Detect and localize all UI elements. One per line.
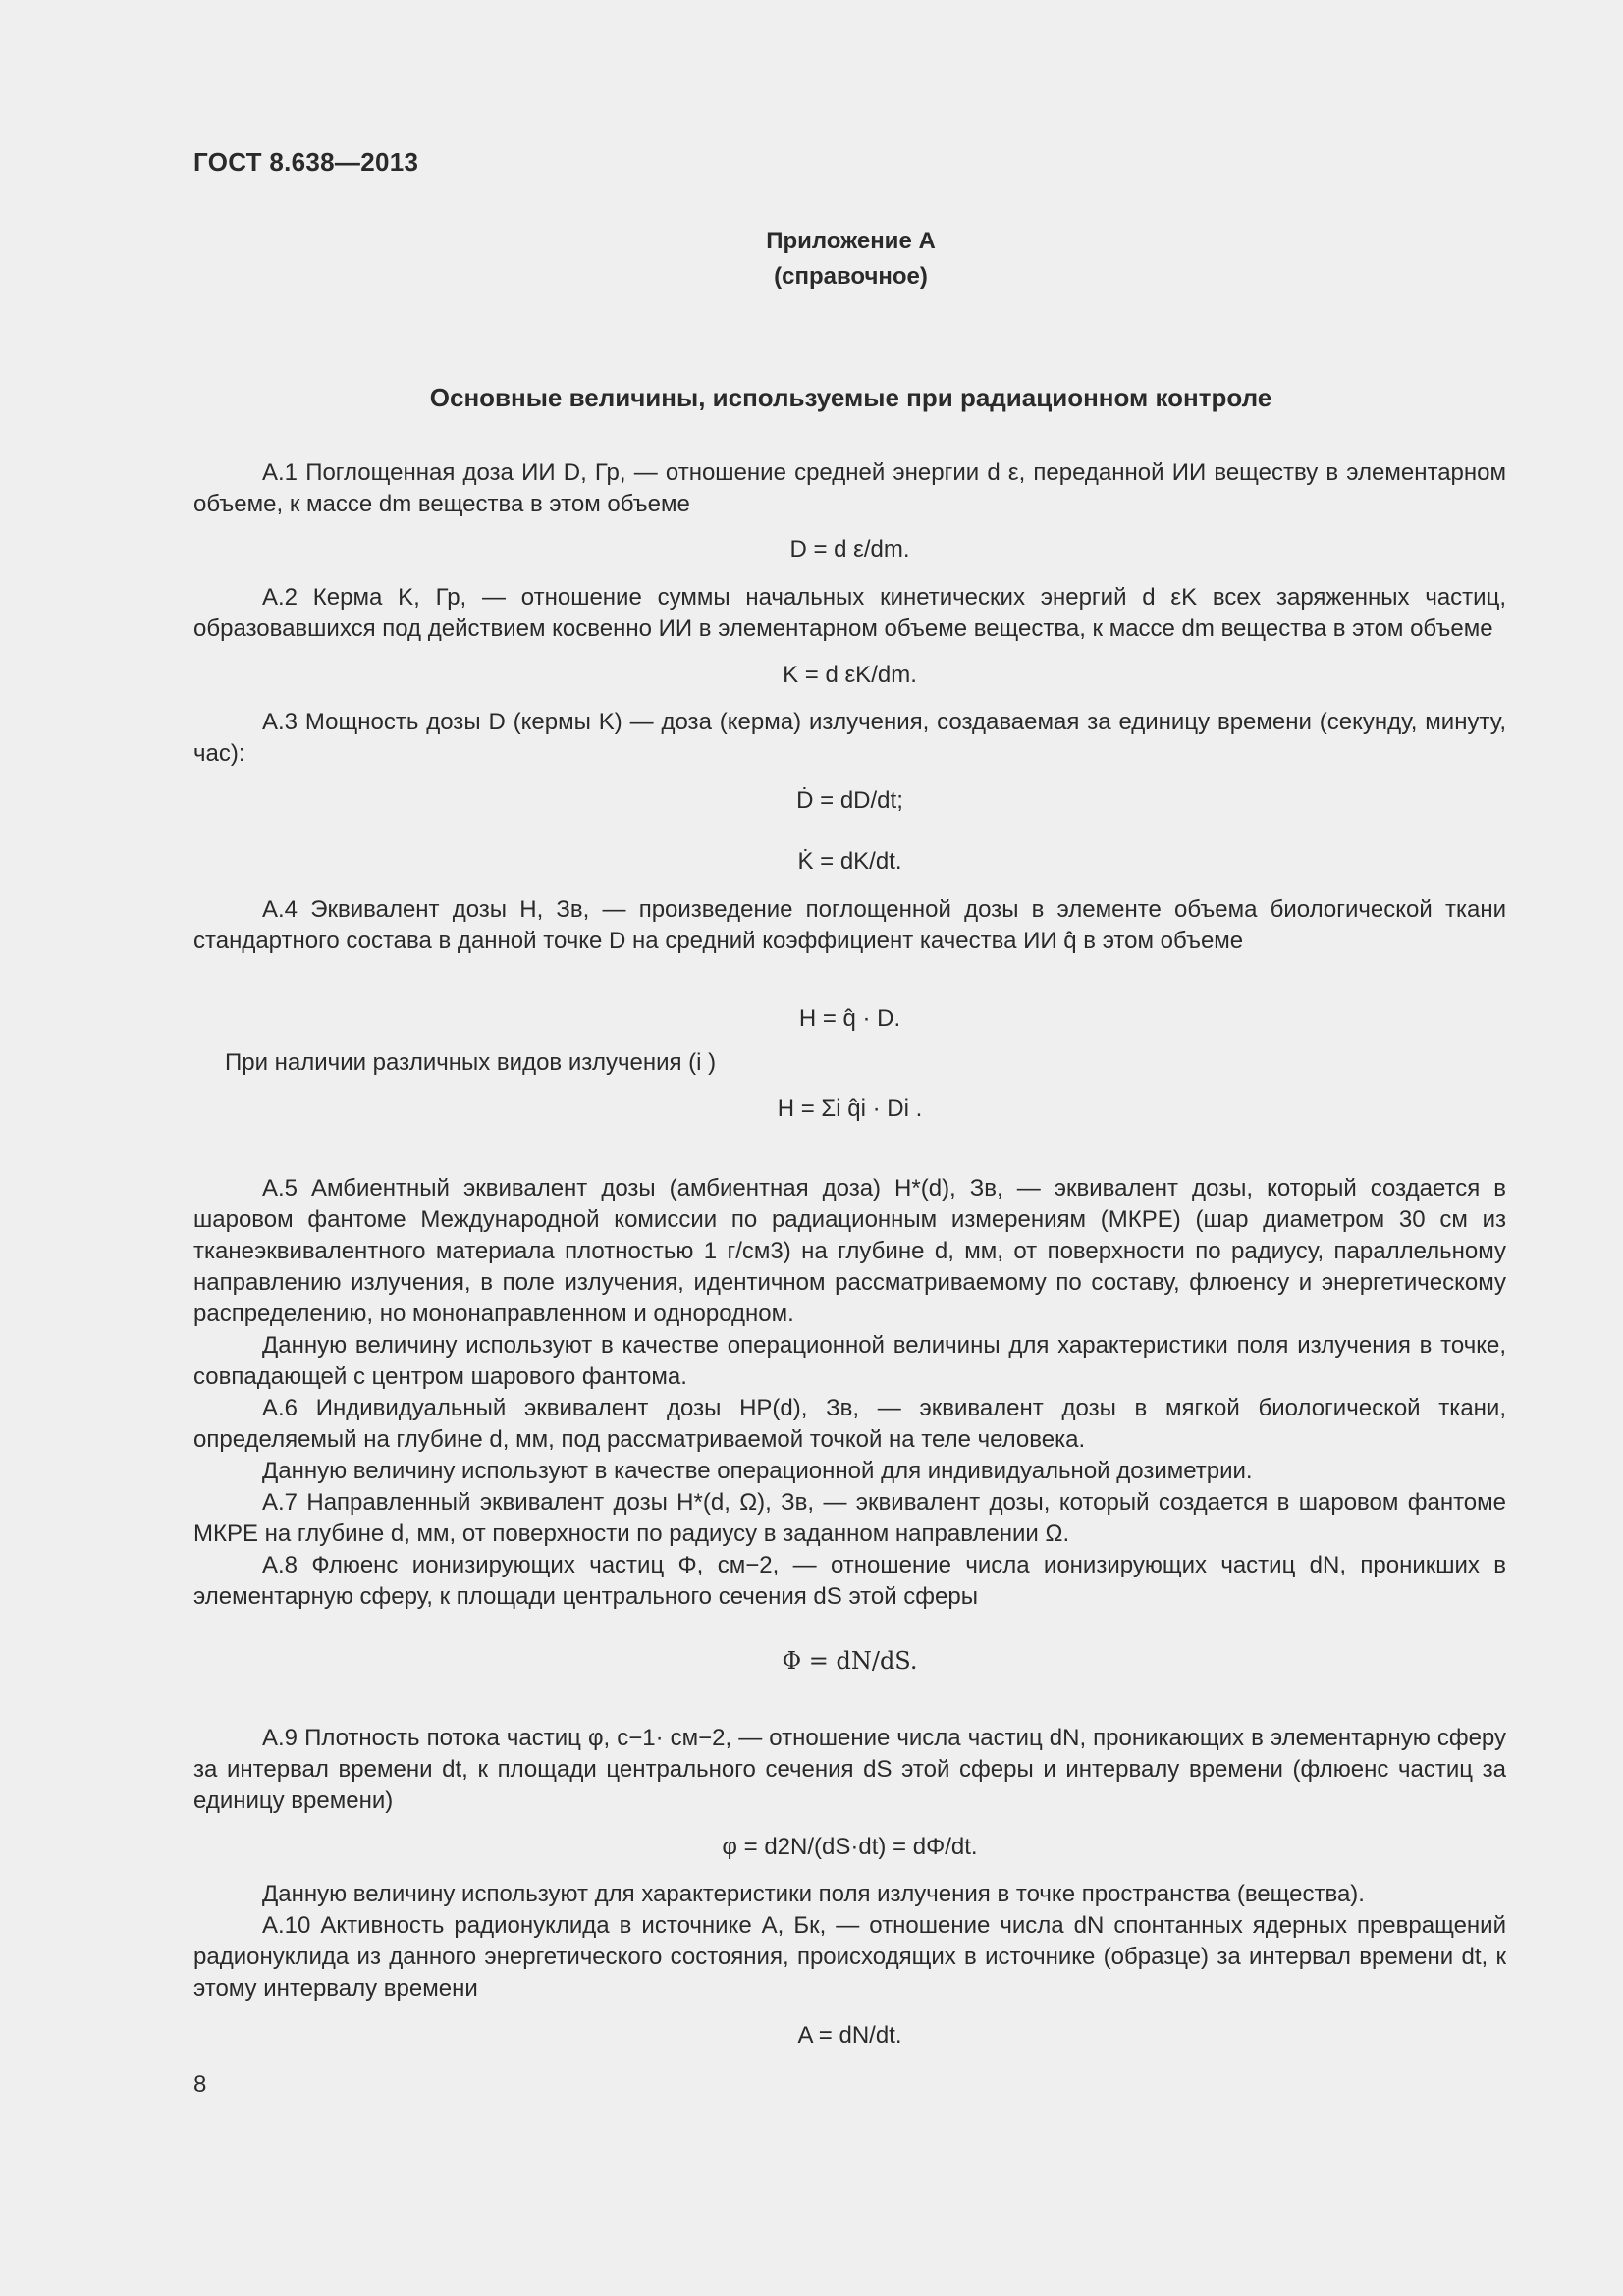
- formula-a9: φ = d2N/(dS·dt) = dΦ/dt.: [722, 1834, 978, 1860]
- paragraph-a2: А.2 Керма K, Гр, — отношение суммы начальных кинетических энергий d εK всех заряженных частиц, образовавшихся под действием косвенно ИИ в элементарном объеме вещества, к массе dm вещества в этом объеме: [193, 584, 1506, 642]
- paragraph-a6: А.6 Индивидуальный эквивалент дозы HP(d), Зв, — эквивалент дозы в мягкой биологической ткани, определяемый на глубине d, мм, под рассматриваемой точкой на теле человека.: [193, 1395, 1506, 1453]
- paragraph-a9: А.9 Плотность потока частиц φ, с−1· см−2, — отношение числа частиц dN, проникающих в элементарную сферу за интервал времени dt, к площади центрального сечения dS этой сферы и интервалу времени (флюенс частиц за единицу времени): [193, 1725, 1506, 1814]
- paragraph-a7: А.7 Направленный эквивалент дозы H*(d, Ω), Зв, — эквивалент дозы, который создается в шаровом фантоме МКРЕ на глубине d, мм, от поверхности по радиусу в заданном направлении Ω.: [193, 1489, 1506, 1547]
- formula-a8: Φ = dN/dS.: [782, 1647, 918, 1675]
- section-title: Основные величины, используемые при радиационном контроле: [429, 383, 1272, 412]
- formula-a3-dose-rate: Ḋ = dD/dt;: [796, 787, 903, 814]
- paragraph-a3: А.3 Мощность дозы D (кермы K) — доза (керма) излучения, создаваемая за единицу времени (секунду, минуту, час):: [193, 709, 1506, 767]
- annex-heading: [0, 224, 1623, 294]
- formula-a10: A = dN/dt.: [797, 2022, 902, 2049]
- paragraph-a4: А.4 Эквивалент дозы H, Зв, — произведение поглощенной дозы в элементе объема биологической ткани стандартного состава в данной точке D на средний коэффициент качества ИИ q̂ в этом объеме: [193, 896, 1506, 954]
- page-number: 8: [193, 2071, 207, 2098]
- formula-a2: K = d εK/dm.: [783, 662, 917, 688]
- paragraph-a4-note: При наличии различных видов излучения (i ): [225, 1049, 717, 1076]
- formula-a1: D = d ε/dm.: [789, 536, 910, 562]
- paragraph-a6-note: Данную величину используют в качестве операционной для индивидуальной дозиметрии.: [262, 1458, 1253, 1484]
- paragraph-a10: А.10 Активность радионуклида в источнике A, Бк, — отношение числа dN спонтанных ядерных превращений радионуклида из данного энергетического состояния, происходящих в источнике (образце) за интервал времени dt, к этому интервалу времени: [193, 1912, 1506, 2002]
- paragraph-a9-note: Данную величину используют для характеристики поля излучения в точке пространства (вещества).: [262, 1881, 1365, 1907]
- formula-a3-kerma-rate: K̇ = dK/dt.: [797, 848, 902, 875]
- paragraph-a5-note: Данную величину используют в качестве операционной величины для характеристики поля излучения в точке, совпадающей с центром шарового фантома.: [193, 1332, 1506, 1390]
- standard-header: ГОСТ 8.638—2013: [193, 147, 419, 177]
- formula-a4-single: H = q̂ · D.: [798, 1005, 901, 1032]
- annex-subtitle: (справочное): [774, 263, 928, 290]
- paragraph-a1: А.1 Поглощенная доза ИИ D, Гр, — отношение средней энергии d ε, переданной ИИ веществу в элементарном объеме, к массе dm вещества в этом объеме: [193, 459, 1506, 517]
- paragraph-a5: А.5 Амбиентный эквивалент дозы (амбиентная доза) H*(d), Зв, — эквивалент дозы, который создается в шаровом фантоме Международной комиссии по радиационным измерениям (МКРЕ) (шар диаметром 30 см из тканеэквивалентного материала плотностью 1 г/см3) на глубине d, мм, от поверхности по радиусу, параллельному направлению излучения, в поле излучения, идентичном рассматриваемому по составу, флюенсу и энергетическому распределению, но мононаправленном и однородном.: [193, 1175, 1506, 1327]
- annex-title: Приложение А: [766, 228, 936, 254]
- formula-a4-sum: H = Σi q̂i · Di .: [777, 1095, 923, 1122]
- paragraph-a8: А.8 Флюенс ионизирующих частиц Φ, см−2, — отношение числа ионизирующих частиц dN, проникших в элементарную сферу, к площади центрального сечения dS этой сферы: [193, 1552, 1506, 1610]
